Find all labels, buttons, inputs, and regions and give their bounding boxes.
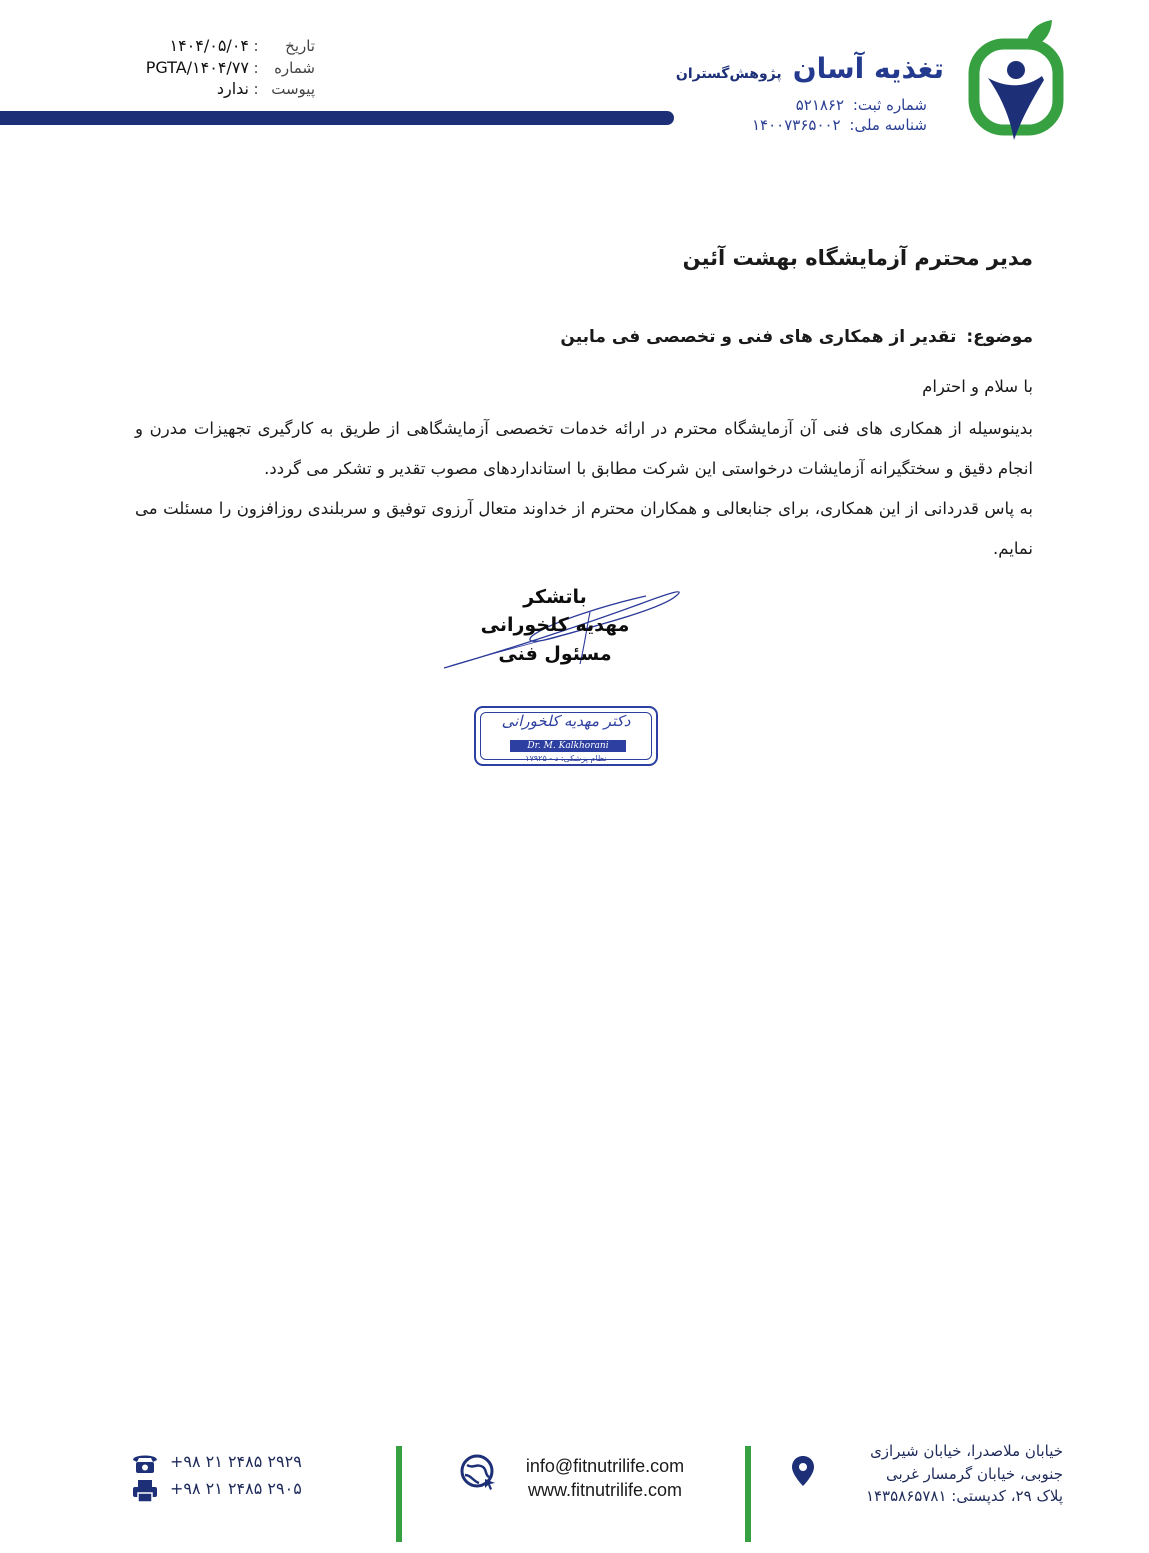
company-name: [676, 52, 944, 85]
letter-subject: [560, 327, 1033, 347]
footer-email-link[interactable]: info@fitnutrilife.com: [525, 1456, 685, 1476]
subject-label: موضوع:: [966, 327, 1033, 347]
header-divider-bar: [0, 111, 674, 125]
date-label: تاریخ: [285, 36, 315, 55]
signature-name: مهدیه کلخورانی: [480, 614, 630, 636]
footer-address-line-3: پلاک ۲۹، کدپستی: ۱۴۳۵۸۶۵۷۸۱: [865, 1487, 1063, 1505]
national-id: [752, 116, 927, 134]
date-colon: :: [253, 36, 259, 55]
attachment-colon: :: [253, 79, 259, 98]
attachment-value: ندارد: [216, 79, 249, 98]
letter-paragraph-2: به پاس قدردانی از این همکاری، برای جنابعالی و همکاران محترم از خداوند متعال آرزوی توفیق و سربلندی روزافزون را مسئلت می نمایم.: [135, 499, 1033, 558]
footer-phone-1[interactable]: +۹۸ ۲۱ ۲۴۸۵ ۲۹۲۹: [170, 1452, 302, 1471]
letter-greeting: با سلام و احترام: [922, 377, 1033, 396]
meta-date-row: [169, 36, 315, 55]
signature-thanks: باتشکر: [523, 586, 587, 608]
number-value: PGTA/۱۴۰۴/۷۷: [145, 58, 249, 77]
phone-icon: [131, 1452, 159, 1474]
date-value: ۱۴۰۴/۰۵/۰۴: [169, 36, 249, 55]
number-colon: :: [253, 58, 259, 77]
subject-text: تقدیر از همکاری های فنی و تخصصی فی مابین: [560, 327, 957, 347]
stamp-latin-name: Dr. M. Kalkhorani: [510, 740, 626, 752]
globe-icon: [459, 1453, 497, 1491]
footer-address-line-1: خیابان ملاصدرا، خیابان شیرازی: [870, 1442, 1063, 1460]
registration-number: [796, 96, 927, 114]
footer-separator-2: [745, 1446, 751, 1542]
fax-icon: [131, 1479, 159, 1503]
attachment-label: پیوست: [271, 79, 315, 98]
registration-label: شماره ثبت:: [852, 96, 927, 114]
stamp-script-name: دکتر مهدیه کلخورانی: [501, 712, 631, 730]
letter-paragraph-1: بدینوسیله از همکاری های فنی آن آزمایشگاه محترم در ارائه خدمات تخصصی آزمایشگاهی از طریق به کارگیری تجهیزات مدرن و انجام دقیق و سختگیرانه آزمایشات درخواستی این شرکت مطابق با استانداردهای مصوب تقدیر و تشکر می گردد.: [135, 419, 1033, 478]
company-name-sub: پژوهش‌گستران: [675, 66, 782, 82]
company-logo-icon: [966, 18, 1064, 142]
official-stamp: [474, 706, 658, 766]
signature-role: مسئول فنی: [498, 643, 612, 665]
meta-number-row: [146, 58, 315, 77]
signature-block: [440, 582, 690, 672]
footer-website-link[interactable]: www.fitnutrilife.com: [527, 1480, 683, 1500]
footer-phone-2[interactable]: +۹۸ ۲۱ ۲۴۸۵ ۲۹۰۵: [170, 1479, 302, 1498]
number-label: شماره: [274, 58, 315, 77]
company-name-main: تغذیه آسان: [792, 52, 944, 85]
meta-attachment-row: [217, 79, 315, 98]
stamp-license-number: نظام پزشکی: د - ۱۷۹۲۵: [525, 754, 607, 763]
national-id-label: شناسه ملی:: [849, 116, 927, 134]
footer-address-line-2: جنوبی، خیابان گرمسار غربی: [886, 1465, 1063, 1483]
national-id-value: ۱۴۰۰۷۳۶۵۰۰۲: [751, 116, 841, 134]
footer-separator-1: [396, 1446, 402, 1542]
location-pin-icon: [791, 1455, 815, 1487]
registration-value: ۵۲۱۸۶۲: [795, 96, 845, 114]
letter-recipient: مدیر محترم آزمایشگاه بهشت آئین: [682, 246, 1033, 270]
